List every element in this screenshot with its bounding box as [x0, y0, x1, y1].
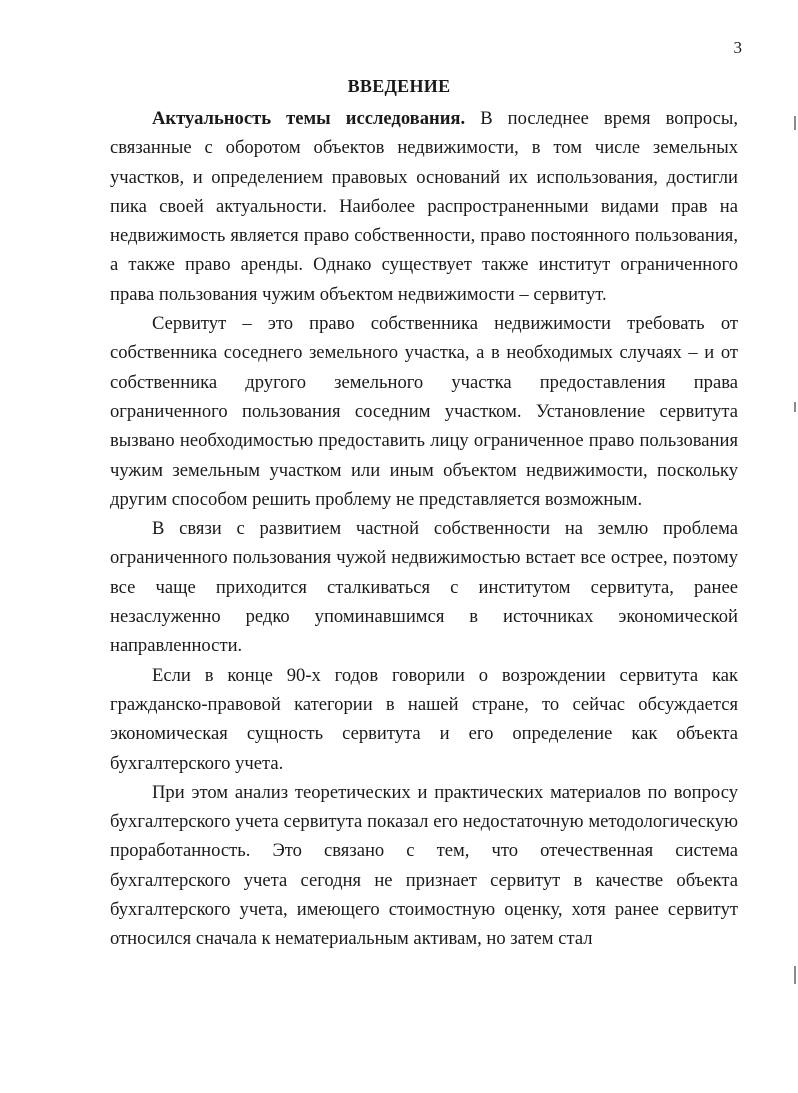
paragraph-private-ownership: В связи с развитием частной собственности на землю проблема ограниченного пользования чужой недвижимостью встает все острее, поэтому все чаще приходится сталкиваться с институтом сервитута, ранее незаслуженно редко упоминавшимся в источниках экономической направленности.: [110, 518, 738, 657]
paragraph-economic-essence: Если в конце 90-х годов говорили о возрождении сервитута как гражданско-правовой категории в нашей стране, то сейчас обсуждается экономическая сущность сервитута и его определение как объекта бухгалтерского учета.: [110, 664, 738, 774]
page-number: 3: [733, 38, 742, 57]
scan-edge-mark: [794, 402, 796, 412]
paragraph-accounting-analysis: При этом анализ теоретических и практических материалов по вопросу бухгалтерского учета сервитута показал его недостаточную методологическую проработанность. Это связано с тем, что отечественная система бухгалтерского учета сегодня не признает сервитут в качестве объекта бухгалтерского учета, имеющего стоимостную оценку, хотя ранее сервитут относился сначала к нематериальным активам, но затем стал: [110, 781, 738, 950]
scan-edge-mark: [794, 966, 796, 984]
paragraph-relevance: [110, 104, 738, 309]
paragraph-text: В последнее время вопросы, связанные с оборотом объектов недвижимости, в том числе земельных участков, и определением правовых оснований их использования, достигли пика своей актуальности. Наиболее распространенными видами прав на недвижимость является право собственности, право постоянного пользования, а также право аренды. Однако существует также институт ограниченного права пользования чужим объектом недвижимости – сервитут.: [110, 108, 738, 305]
paragraph-lead: Актуальность темы исследования.: [152, 108, 466, 129]
section-heading: ВВЕДЕНИЕ: [347, 76, 451, 96]
paragraph-servitude-definition: Сервитут – это право собственника недвижимости требовать от собственника соседнего земельного участка, а в необходимых случаях – и от собственника другого земельного участка предоставления права ограниченного пользования соседним участком. Установление сервитута вызвано необходимостью предоставить лицу ограниченное право пользования чужим земельным участком или иным объектом недвижимости, поскольку другим способом решить проблему не представляется возможным.: [110, 313, 738, 510]
body-text: [110, 104, 738, 954]
scan-edge-mark: [794, 116, 796, 130]
